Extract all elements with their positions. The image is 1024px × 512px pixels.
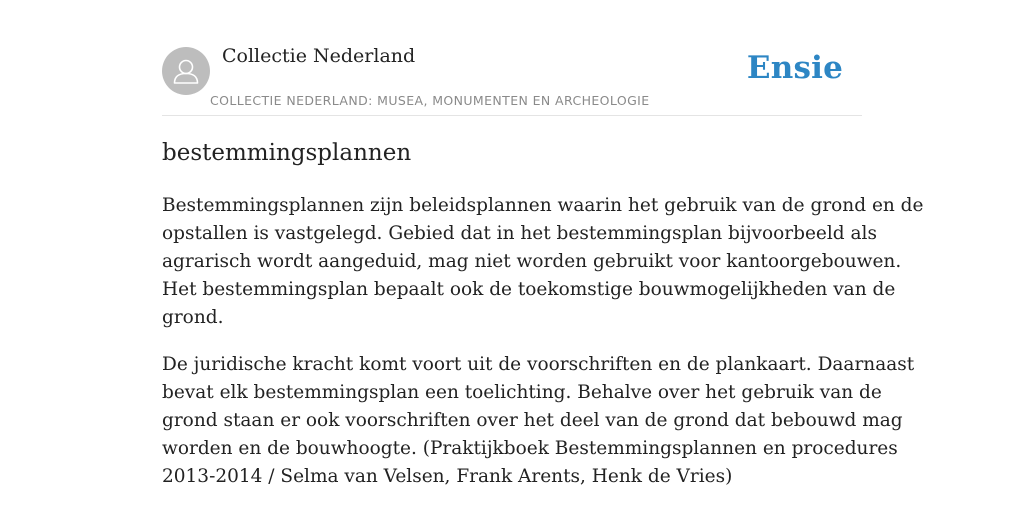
ensie-logo[interactable]: Ensie xyxy=(746,50,843,86)
paragraph-line: De juridische kracht komt voort uit de voorschriften en de plankaart. Daarnaast xyxy=(162,354,915,375)
header-divider xyxy=(162,115,862,116)
paragraph-line: grond staan er ook voorschriften over het deel van de grond dat bebouwd mag xyxy=(162,410,903,431)
collection-label-link[interactable]: COLLECTIE NEDERLAND: MUSEA, MONUMENTEN EN ARCHEOLOGIE xyxy=(210,93,650,108)
article-paragraph-2 xyxy=(162,351,915,491)
author-name-link[interactable]: Collectie Nederland xyxy=(222,45,416,67)
article-paragraph-1 xyxy=(162,192,924,332)
paragraph-line: opstallen is vastgelegd. Gebied dat in het bestemmingsplan bijvoorbeeld als xyxy=(162,223,877,244)
paragraph-line: Het bestemmingsplan bepaalt ook de toekomstige bouwmogelijkheden van de xyxy=(162,279,896,300)
paragraph-line: bevat elk bestemmingsplan een toelichting. Behalve over het gebruik van de xyxy=(162,382,882,403)
user-icon xyxy=(162,47,210,95)
paragraph-line: agrarisch wordt aangeduid, mag niet worden gebruikt voor kantoorgebouwen. xyxy=(162,251,902,272)
paragraph-line: 2013-2014 / Selma van Velsen, Frank Arents, Henk de Vries) xyxy=(162,466,733,487)
paragraph-line: grond. xyxy=(162,307,224,328)
paragraph-line: Bestemmingsplannen zijn beleidsplannen waarin het gebruik van de grond en de xyxy=(162,195,924,216)
author-avatar[interactable] xyxy=(162,47,210,95)
page-title: bestemmingsplannen xyxy=(162,140,412,166)
paragraph-line: worden en de bouwhoogte. (Praktijkboek Bestemmingsplannen en procedures xyxy=(162,438,898,459)
